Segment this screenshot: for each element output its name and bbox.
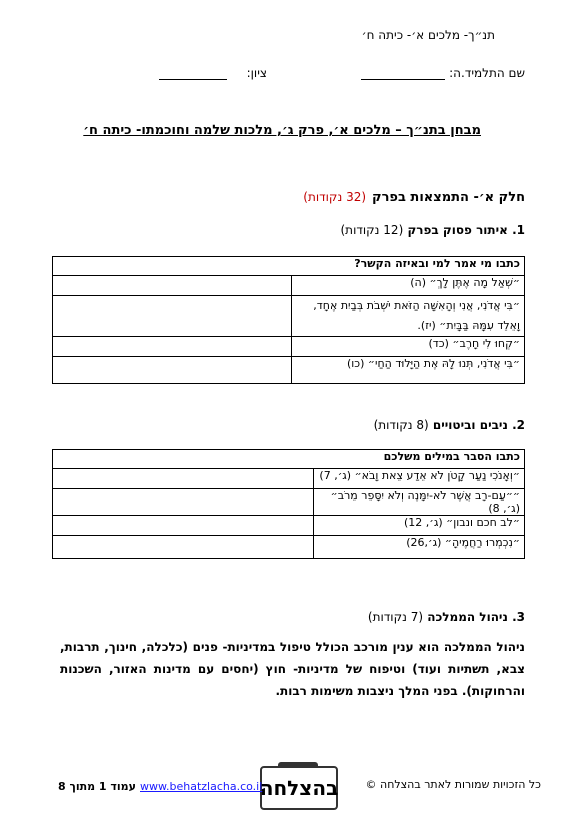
section-points: (32 נקודות) [303,190,367,204]
page-number: עמוד 1 מתוך 8 [58,780,136,793]
site-link[interactable]: www.behatzlacha.co.il [140,780,263,793]
logo-text: בהצלחה [259,776,339,800]
expression-cell: ״לב חכם ונבון״ (ג׳, 12) [314,516,525,536]
question-2-label: 2. ניבים וביטויים [432,418,525,432]
question-1-table-header: כתבו מי אמר למי ובאיזה הקשר? [53,257,525,276]
answer-cell[interactable] [53,536,314,559]
question-2-points: (8 נקודות) [373,418,429,432]
student-details-row [65,66,525,82]
answer-cell[interactable] [53,516,314,536]
question-1-table [52,256,525,384]
expression-cell: ״״עַם-רָב אֲשֶׁר לֹא-יִמָּנֶה וְלֹא יִסָּפֵר מֵרֹב״ (ג׳, 8) [314,489,525,516]
table-row [53,296,525,337]
section-heading [303,190,525,205]
table-row [53,489,525,516]
answer-cell[interactable] [53,337,292,357]
quote-cell: ״בִּי אֲדֹנִי, אֲנִי וְהָאִשָּׁה הַזֹּאת יֹשְׁבֹת בְּבַיִת אֶחָד, וָאֵלֵד עִמָּהּ בַּבָּיִת״ (יז). [292,296,525,337]
table-row [53,276,525,296]
table-row [53,357,525,384]
quote-cell: ״קְחוּ לִי חָרֶב״ (כד) [292,337,525,357]
question-3-label: 3. ניהול הממלכה [427,610,525,624]
question-3-points: (7 נקודות) [367,610,424,624]
question-2-table [52,449,525,559]
quote-cell: ״שְׁאַל מָה אֶתֶּן לָךְ״ (ה) [292,276,525,296]
document-header: תנ״ך- מלכים א׳- כיתה ח׳ [361,28,495,42]
table-row [53,337,525,357]
question-1-heading [341,223,526,237]
answer-cell[interactable] [53,276,292,296]
question-3-heading [368,610,525,624]
section-label: חלק א׳- התמצאות בפרק [372,190,525,205]
question-1-label: 1. איתור פסוק בפרק [407,223,525,237]
answer-cell[interactable] [53,357,292,384]
student-name-line [361,79,445,80]
grade-line [159,79,227,80]
grade-label: ציון: [246,66,267,80]
question-2-table-header: כתבו הסבר במילים משלכם [53,450,525,469]
question-3-paragraph: ניהול הממלכה הוא ענין מורכב הכולל טיפול במדיניות- פנים (כלכלה, חינוך, תרבות, צבא, תשתיות ועוד) וטיפוח של מדיניות- חוץ (יחסים עם מדינות האזור, השכנות והרחוקות). בפני המלך ניצבות משימות רבות. [60,640,525,698]
question-2-heading [374,418,525,432]
table-row [53,536,525,559]
expression-cell: ״וְאָנֹכִי נַעַר קָטֹן לֹא אֵדַע צֵאת וָבֹא״ (ג׳, 7) [314,469,525,489]
logo-decoration [278,762,318,768]
answer-cell[interactable] [53,489,314,516]
exam-title: מבחן בתנ״ך – מלכים א׳, פרק ג׳, מלכות שלמה וחוכמתו- כיתה ח׳ [83,123,481,138]
quote-cell: ״בִּי אֲדֹנִי, תְּנוּ לָהּ אֶת הַיָּלוּד הַחַי״ (כו) [292,357,525,384]
student-name-label: שם התלמיד.ה: [449,66,525,80]
copyright-text: כל הזכויות שמורות לאתר בהצלחה © [365,778,541,791]
table-row [53,469,525,489]
table-row [53,516,525,536]
site-logo [260,766,338,810]
answer-cell[interactable] [53,296,292,337]
expression-cell: ״נִכְמְרוּ רַחֲמֶיהָ״ (ג׳,26) [314,536,525,559]
answer-cell[interactable] [53,469,314,489]
question-1-points: (12 נקודות) [340,223,404,237]
